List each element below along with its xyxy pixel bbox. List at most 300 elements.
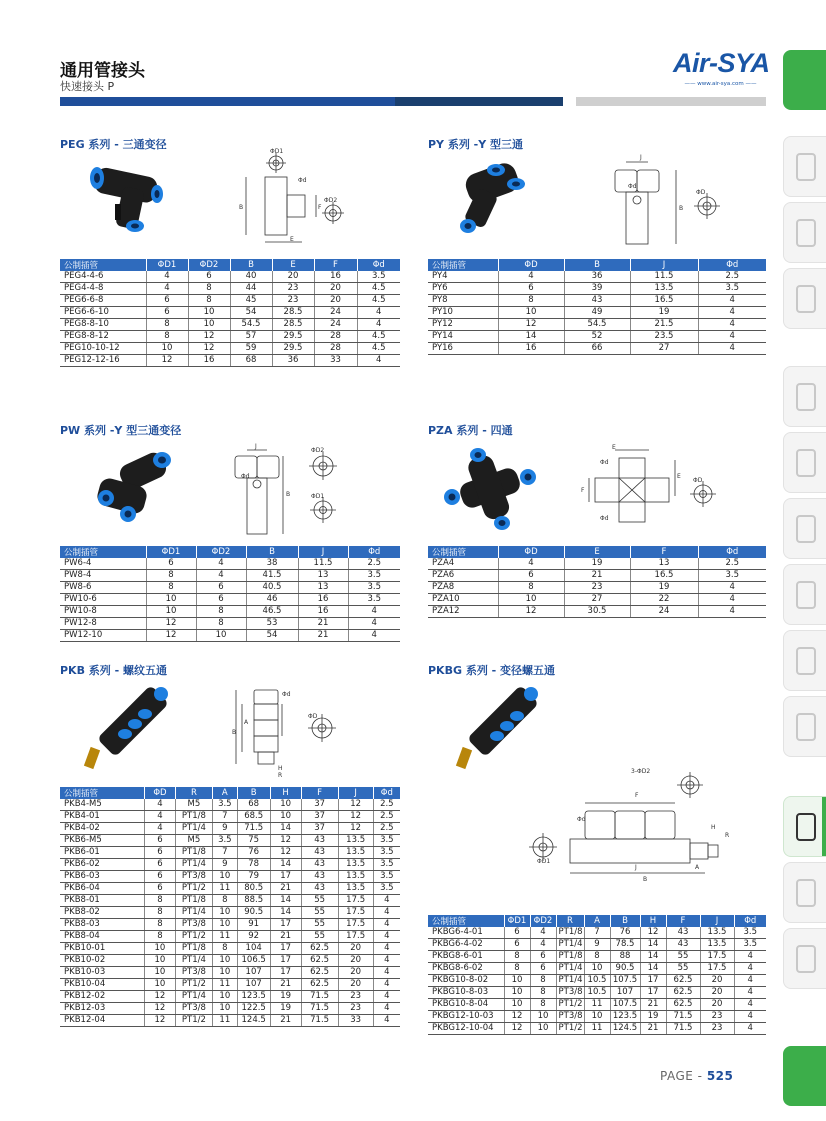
- value-cell: 71.5: [301, 1015, 338, 1027]
- value-cell: PT1/8: [175, 811, 212, 823]
- column-header: B: [230, 259, 272, 271]
- column-header: Φd: [373, 787, 400, 799]
- table-row: [60, 895, 400, 907]
- model-cell: PY8: [428, 295, 498, 307]
- value-cell: 4: [698, 295, 766, 307]
- model-cell: PKB10-02: [60, 955, 144, 967]
- value-cell: 11.5: [630, 271, 698, 283]
- pw-product-photo: [90, 448, 180, 528]
- value-cell: 3.5: [348, 570, 400, 582]
- model-cell: PKB4-02: [60, 823, 144, 835]
- value-cell: 2.5: [373, 823, 400, 835]
- pkb-dim-r: R: [278, 772, 283, 779]
- value-cell: 14: [640, 951, 666, 963]
- value-cell: 71.5: [301, 991, 338, 1003]
- pza-dim-e: E: [612, 444, 616, 451]
- value-cell: 36: [564, 271, 630, 283]
- column-header: Φd: [357, 259, 400, 271]
- value-cell: 46.5: [246, 606, 298, 618]
- table-row: [60, 799, 400, 811]
- value-cell: 4: [373, 1003, 400, 1015]
- peg-dim-d2: ΦD2: [324, 197, 338, 204]
- column-header: 公制插管: [428, 915, 504, 927]
- value-cell: 43: [301, 835, 338, 847]
- value-cell: 62.5: [301, 955, 338, 967]
- value-cell: 10: [144, 955, 175, 967]
- table-row: [428, 1023, 766, 1035]
- value-cell: 59: [230, 343, 272, 355]
- value-cell: 8: [144, 895, 175, 907]
- sidebar-tab[interactable]: [783, 928, 826, 989]
- value-cell: 107.5: [610, 975, 640, 987]
- value-cell: 3.5: [373, 847, 400, 859]
- sidebar-tab[interactable]: [783, 136, 826, 197]
- py-dim-b: B: [679, 205, 684, 212]
- value-cell: PT1/4: [556, 939, 584, 951]
- page-subtitle: 快速接头 P: [60, 80, 115, 93]
- value-cell: 4: [146, 283, 188, 295]
- model-cell: PY12: [428, 319, 498, 331]
- value-cell: 21.5: [630, 319, 698, 331]
- value-cell: 10: [144, 943, 175, 955]
- value-cell: 21: [640, 999, 666, 1011]
- column-header: R: [556, 915, 584, 927]
- model-cell: PW8-4: [60, 570, 146, 582]
- value-cell: PT1/4: [175, 907, 212, 919]
- table-header-row: [428, 915, 766, 927]
- bottom-green-tab[interactable]: [783, 1046, 826, 1106]
- py-dim-dd: ΦD: [696, 189, 706, 196]
- table-row: [428, 343, 766, 355]
- value-cell: 16: [298, 594, 348, 606]
- value-cell: 4: [357, 355, 400, 367]
- value-cell: 23: [272, 283, 314, 295]
- value-cell: 36: [272, 355, 314, 367]
- column-header: ΦD: [144, 787, 175, 799]
- column-header: ΦD2: [188, 259, 230, 271]
- value-cell: 79: [237, 871, 270, 883]
- value-cell: PT1/2: [175, 1015, 212, 1027]
- value-cell: 4: [698, 319, 766, 331]
- value-cell: 10: [270, 811, 301, 823]
- value-cell: 24: [314, 319, 357, 331]
- value-cell: 8: [530, 987, 556, 999]
- cylinder-icon: [796, 647, 816, 675]
- value-cell: PT1/4: [175, 955, 212, 967]
- value-cell: 62.5: [301, 943, 338, 955]
- value-cell: 43: [301, 871, 338, 883]
- sidebar-tab[interactable]: [783, 696, 826, 757]
- value-cell: 20: [314, 283, 357, 295]
- sidebar-tab[interactable]: [783, 498, 826, 559]
- top-green-tab[interactable]: [783, 50, 826, 110]
- elbow-icon: [796, 383, 816, 411]
- table-row: [60, 823, 400, 835]
- table-header-row: [428, 546, 766, 558]
- pza-dim-e2: E: [677, 473, 681, 480]
- value-cell: 12: [338, 811, 373, 823]
- value-cell: 8: [146, 582, 196, 594]
- sidebar-tab[interactable]: [783, 202, 826, 263]
- table-row: [428, 999, 766, 1011]
- value-cell: 23: [700, 1011, 734, 1023]
- value-cell: 2.5: [373, 811, 400, 823]
- value-cell: 12: [640, 927, 666, 939]
- sidebar-tab[interactable]: [783, 630, 826, 691]
- value-cell: 123.5: [237, 991, 270, 1003]
- value-cell: 13.5: [338, 871, 373, 883]
- value-cell: 4.5: [357, 331, 400, 343]
- py-product-photo: [448, 160, 533, 240]
- value-cell: 14: [270, 859, 301, 871]
- value-cell: 4: [698, 606, 766, 618]
- table-row: [428, 283, 766, 295]
- active-tab-marker: [822, 797, 826, 856]
- column-header: B: [564, 259, 630, 271]
- table-row: [428, 939, 766, 951]
- value-cell: 66: [564, 343, 630, 355]
- value-cell: 62.5: [666, 999, 700, 1011]
- model-cell: PEG10-10-12: [60, 343, 146, 355]
- value-cell: 43: [301, 883, 338, 895]
- value-cell: 55: [301, 931, 338, 943]
- py-dim-d: Φd: [628, 183, 637, 190]
- value-cell: 2.5: [698, 271, 766, 283]
- table-row: [428, 307, 766, 319]
- value-cell: 54: [246, 630, 298, 642]
- value-cell: 4.5: [357, 295, 400, 307]
- value-cell: 2.5: [698, 558, 766, 570]
- value-cell: 28: [314, 343, 357, 355]
- value-cell: 20: [338, 979, 373, 991]
- value-cell: 17.5: [338, 907, 373, 919]
- sidebar-tab[interactable]: [783, 268, 826, 329]
- value-cell: 4: [373, 907, 400, 919]
- value-cell: PT1/4: [175, 859, 212, 871]
- value-cell: 14: [498, 331, 564, 343]
- column-header: Φd: [698, 259, 766, 271]
- column-header: F: [301, 787, 338, 799]
- value-cell: 4: [498, 271, 564, 283]
- value-cell: 12: [498, 319, 564, 331]
- page-label: PAGE -: [660, 1069, 703, 1083]
- pkb-technical-drawing: [230, 680, 360, 780]
- value-cell: PT3/8: [175, 919, 212, 931]
- peg-dim-d1: ΦD1: [270, 148, 284, 155]
- model-cell: PKBG10-8-03: [428, 987, 504, 999]
- value-cell: 10: [212, 871, 237, 883]
- value-cell: 20: [700, 987, 734, 999]
- value-cell: 27: [564, 594, 630, 606]
- model-cell: PEG6-6-10: [60, 307, 146, 319]
- pw-dim-b: B: [286, 491, 291, 498]
- value-cell: 39: [564, 283, 630, 295]
- model-cell: PZA8: [428, 582, 498, 594]
- value-cell: 76: [237, 847, 270, 859]
- table-row: [60, 283, 400, 295]
- pkbg-dim-h: H: [711, 824, 716, 831]
- model-cell: PEG8-8-12: [60, 331, 146, 343]
- pipe-fitting-icon: [796, 813, 816, 841]
- brand-logo: Air-SYA: [673, 48, 770, 78]
- value-cell: 54.5: [564, 319, 630, 331]
- value-cell: 6: [504, 939, 530, 951]
- value-cell: 37: [301, 799, 338, 811]
- table-row: [428, 295, 766, 307]
- value-cell: 12: [146, 618, 196, 630]
- model-cell: PKBG6-4-02: [428, 939, 504, 951]
- value-cell: 7: [212, 847, 237, 859]
- value-cell: PT1/2: [175, 931, 212, 943]
- valve-icon: [796, 449, 816, 477]
- table-row: [428, 271, 766, 283]
- py-section-title: PY 系列 -Y 型三通: [428, 138, 524, 151]
- value-cell: 21: [270, 1015, 301, 1027]
- model-cell: PKB8-02: [60, 907, 144, 919]
- value-cell: 6: [146, 307, 188, 319]
- value-cell: 78: [237, 859, 270, 871]
- value-cell: 4: [734, 999, 766, 1011]
- table-row: [60, 1015, 400, 1027]
- value-cell: 27: [630, 343, 698, 355]
- value-cell: 37: [301, 811, 338, 823]
- page-number-value: 525: [706, 1069, 734, 1083]
- value-cell: PT3/8: [175, 967, 212, 979]
- peg-dim-d: Φd: [298, 177, 307, 184]
- table-header-row: [428, 259, 766, 271]
- column-header: ΦD2: [530, 915, 556, 927]
- sidebar-tab[interactable]: [783, 862, 826, 923]
- model-cell: PZA10: [428, 594, 498, 606]
- value-cell: 2.5: [373, 799, 400, 811]
- value-cell: 104: [237, 943, 270, 955]
- value-cell: 4: [373, 991, 400, 1003]
- value-cell: 21: [270, 931, 301, 943]
- value-cell: 23: [338, 1003, 373, 1015]
- value-cell: 23.5: [630, 331, 698, 343]
- value-cell: 7: [584, 927, 610, 939]
- pkbg-dim-d: Φd: [577, 816, 586, 823]
- table-row: [60, 618, 400, 630]
- value-cell: 21: [298, 630, 348, 642]
- value-cell: 55: [301, 907, 338, 919]
- value-cell: 6: [498, 570, 564, 582]
- value-cell: 43: [564, 295, 630, 307]
- value-cell: 3.5: [348, 582, 400, 594]
- value-cell: 71.5: [301, 1003, 338, 1015]
- value-cell: 4: [698, 343, 766, 355]
- value-cell: 8: [196, 606, 246, 618]
- value-cell: 12: [504, 1011, 530, 1023]
- value-cell: 13.5: [700, 927, 734, 939]
- value-cell: 10: [498, 307, 564, 319]
- pw-dim-d: Φd: [241, 473, 250, 480]
- table-row: [60, 295, 400, 307]
- py-technical-drawing: [600, 150, 730, 255]
- value-cell: 8: [146, 331, 188, 343]
- value-cell: 33: [314, 355, 357, 367]
- value-cell: 8: [530, 975, 556, 987]
- value-cell: 19: [564, 558, 630, 570]
- value-cell: PT3/8: [175, 871, 212, 883]
- value-cell: 4: [144, 811, 175, 823]
- value-cell: 11: [212, 1015, 237, 1027]
- value-cell: 13.5: [338, 859, 373, 871]
- column-header: B: [610, 915, 640, 927]
- value-cell: 8: [504, 963, 530, 975]
- table-row: [428, 570, 766, 582]
- value-cell: 23: [564, 582, 630, 594]
- value-cell: PT1/2: [556, 1023, 584, 1035]
- column-header: F: [666, 915, 700, 927]
- value-cell: 8: [146, 319, 188, 331]
- table-row: [60, 811, 400, 823]
- table-row: [428, 951, 766, 963]
- column-header: Φd: [734, 915, 766, 927]
- pkbg-dim-b: B: [643, 876, 648, 883]
- value-cell: 12: [270, 835, 301, 847]
- value-cell: 123.5: [610, 1011, 640, 1023]
- table-header-row: [60, 787, 400, 799]
- value-cell: 4: [357, 307, 400, 319]
- table-row: [60, 907, 400, 919]
- value-cell: 68: [237, 799, 270, 811]
- value-cell: 24: [314, 307, 357, 319]
- table-row: [428, 582, 766, 594]
- value-cell: 40: [230, 271, 272, 283]
- value-cell: 10: [188, 307, 230, 319]
- value-cell: 19: [630, 307, 698, 319]
- value-cell: 8: [498, 295, 564, 307]
- value-cell: 76: [610, 927, 640, 939]
- value-cell: 13.5: [338, 847, 373, 859]
- value-cell: 16.5: [630, 570, 698, 582]
- value-cell: 62.5: [301, 979, 338, 991]
- value-cell: 11: [584, 999, 610, 1011]
- value-cell: 14: [270, 823, 301, 835]
- table-row: [60, 271, 400, 283]
- model-cell: PKBG6-4-01: [428, 927, 504, 939]
- value-cell: 4: [373, 943, 400, 955]
- column-header: ΦD1: [146, 546, 196, 558]
- column-header: A: [584, 915, 610, 927]
- value-cell: 8: [504, 951, 530, 963]
- model-cell: PEG6-6-8: [60, 295, 146, 307]
- table-row: [60, 606, 400, 618]
- value-cell: 80.5: [237, 883, 270, 895]
- pw-dim-d1: ΦD1: [311, 493, 325, 500]
- model-cell: PW8-6: [60, 582, 146, 594]
- value-cell: 4: [373, 967, 400, 979]
- model-cell: PW10-8: [60, 606, 146, 618]
- pza-dim-d2: Φd: [600, 515, 609, 522]
- model-cell: PKB10-04: [60, 979, 144, 991]
- value-cell: 4: [530, 927, 556, 939]
- value-cell: 6: [146, 295, 188, 307]
- model-cell: PKB6-01: [60, 847, 144, 859]
- value-cell: 12: [146, 630, 196, 642]
- value-cell: 3.5: [348, 594, 400, 606]
- model-cell: PKBG8-6-01: [428, 951, 504, 963]
- model-cell: PKB12-02: [60, 991, 144, 1003]
- table-row: [60, 943, 400, 955]
- table-row: [60, 883, 400, 895]
- peg-section-title: PEG 系列 - 三通变径: [60, 138, 167, 151]
- block-icon: [796, 515, 816, 543]
- value-cell: 13: [298, 570, 348, 582]
- value-cell: 4: [734, 1023, 766, 1035]
- column-header: J: [630, 259, 698, 271]
- column-header: B: [246, 546, 298, 558]
- value-cell: 17: [270, 871, 301, 883]
- value-cell: 4: [373, 979, 400, 991]
- value-cell: 6: [196, 582, 246, 594]
- value-cell: 6: [498, 283, 564, 295]
- value-cell: 57: [230, 331, 272, 343]
- column-header: 公制插管: [60, 546, 146, 558]
- value-cell: 71.5: [666, 1011, 700, 1023]
- model-cell: PKB10-01: [60, 943, 144, 955]
- value-cell: 11: [212, 883, 237, 895]
- value-cell: 124.5: [610, 1023, 640, 1035]
- value-cell: 106.5: [237, 955, 270, 967]
- table-row: [60, 955, 400, 967]
- pza-spec-table: [428, 546, 766, 618]
- column-header: J: [700, 915, 734, 927]
- value-cell: 33: [338, 1015, 373, 1027]
- model-cell: PKB4-M5: [60, 799, 144, 811]
- sidebar-tab[interactable]: [783, 796, 826, 857]
- value-cell: 107: [237, 967, 270, 979]
- value-cell: 10: [212, 955, 237, 967]
- value-cell: 28.5: [272, 307, 314, 319]
- value-cell: 11: [584, 1023, 610, 1035]
- pw-spec-table: [60, 546, 400, 642]
- sidebar-tab[interactable]: [783, 564, 826, 625]
- column-header: 公制插管: [60, 259, 146, 271]
- model-cell: PEG12-12-16: [60, 355, 146, 367]
- value-cell: 24: [630, 606, 698, 618]
- value-cell: 16: [314, 271, 357, 283]
- value-cell: 49: [564, 307, 630, 319]
- model-cell: PKBG10-8-02: [428, 975, 504, 987]
- value-cell: 13.5: [700, 939, 734, 951]
- sidebar-tab[interactable]: [783, 432, 826, 493]
- model-cell: PEG4-4-8: [60, 283, 146, 295]
- value-cell: 43: [301, 859, 338, 871]
- value-cell: PT1/8: [175, 847, 212, 859]
- value-cell: 4: [144, 799, 175, 811]
- model-cell: PEG4-4-6: [60, 271, 146, 283]
- value-cell: 6: [144, 883, 175, 895]
- sidebar-tab[interactable]: [783, 366, 826, 427]
- column-header: Φd: [698, 546, 766, 558]
- pkb-product-photo: [75, 680, 185, 780]
- column-header: 公制插管: [428, 259, 498, 271]
- value-cell: 62.5: [301, 967, 338, 979]
- value-cell: 37: [301, 823, 338, 835]
- value-cell: 10: [146, 343, 188, 355]
- value-cell: 6: [188, 271, 230, 283]
- value-cell: 107.5: [610, 999, 640, 1011]
- value-cell: 10: [146, 606, 196, 618]
- value-cell: 4: [498, 558, 564, 570]
- value-cell: 21: [270, 979, 301, 991]
- table-row: [60, 1003, 400, 1015]
- value-cell: 20: [314, 295, 357, 307]
- value-cell: 38: [246, 558, 298, 570]
- pkb-dim-a: A: [244, 719, 249, 726]
